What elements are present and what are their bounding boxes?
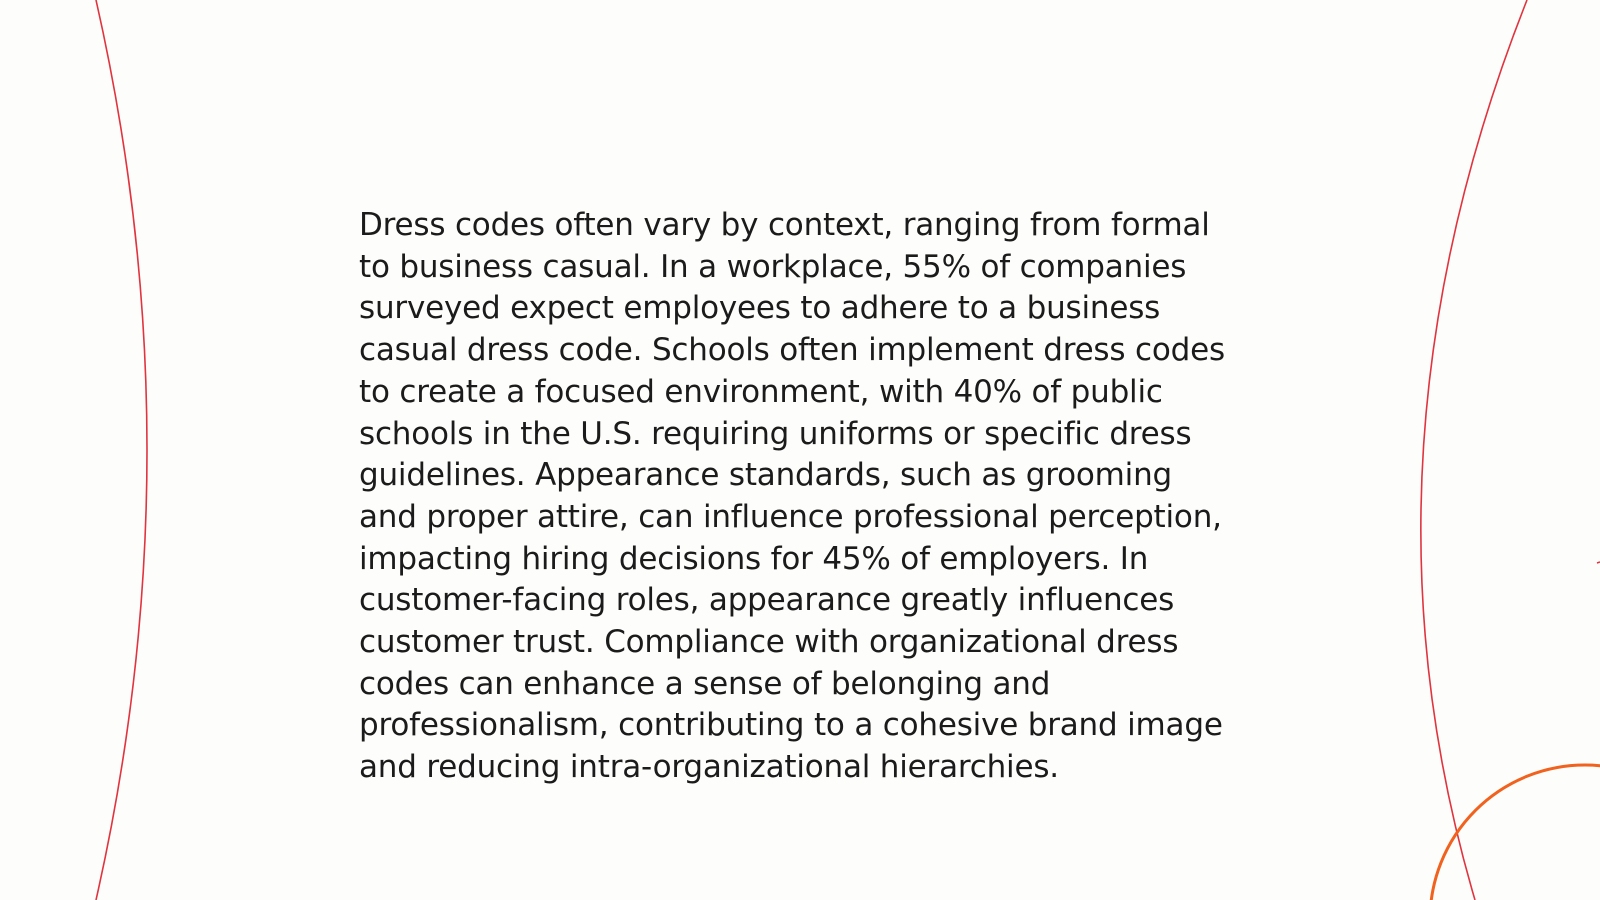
- body-paragraph: Dress codes often vary by context, ranging from formal to business casual. In a workplace, 55% of companies surveyed expect employees to adhere to a business casual dress code. Schools often implement dress codes to create a focused environment, with 40% of public schools in the U.S. requiring uniforms or specific dress guidelines. Appearance standards, such as grooming and proper attire, can influence professional perception, impacting hiring decisions for 45% of employers. In customer-facing roles, appearance greatly influences customer trust. Compliance with organizational dress codes can enhance a sense of belonging and professionalism, contributing to a cohesive brand image and reducing intra-organizational hierarchies.: [359, 207, 1225, 786]
- left-red-curve: [96, 0, 147, 900]
- orange-circle-outline: [1430, 765, 1600, 900]
- right-red-curve: [1421, 0, 1527, 900]
